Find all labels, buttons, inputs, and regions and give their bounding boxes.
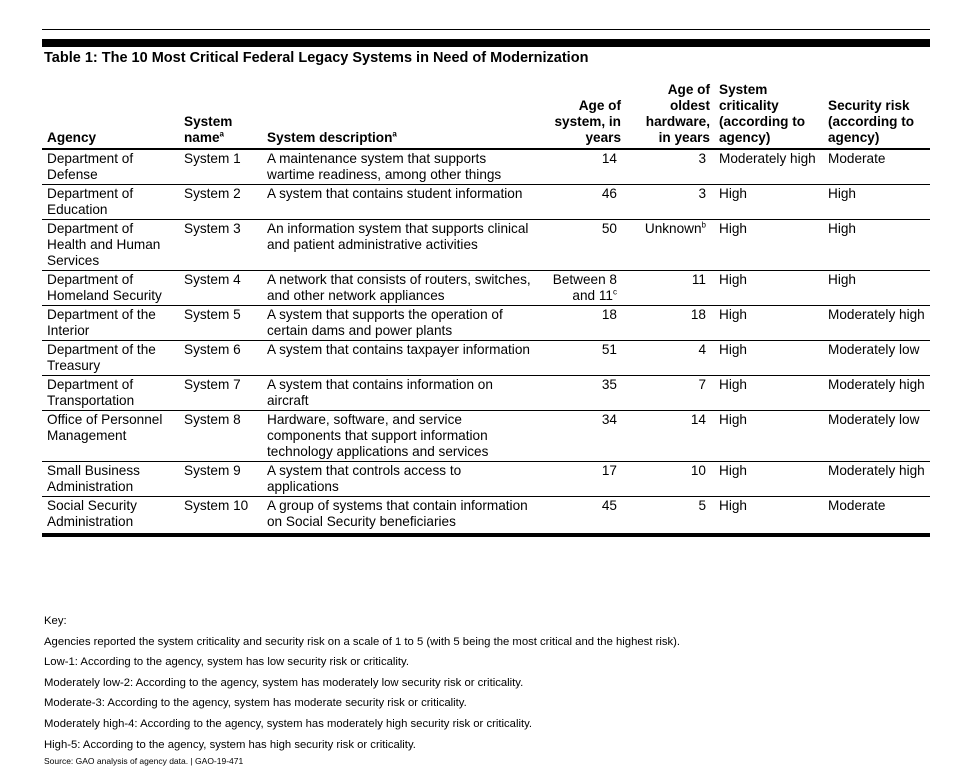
cell-agency: Department of Homeland Security xyxy=(42,271,179,306)
cell-system-name: System 4 xyxy=(179,271,262,306)
cell-agency: Department of the Treasury xyxy=(42,341,179,376)
cell-system-criticality: High xyxy=(714,411,823,462)
key-line: High-5: According to the agency, system has high security risk or criticality. xyxy=(44,738,416,751)
cell-age-of-system: 18 xyxy=(536,306,625,341)
table-row xyxy=(42,220,930,271)
cell-system-description: A system that contains taxpayer information xyxy=(262,341,536,376)
cell-security-risk: Moderately low xyxy=(823,341,930,376)
cell-system-name: System 6 xyxy=(179,341,262,376)
table-row xyxy=(42,497,930,536)
cell-system-name: System 8 xyxy=(179,411,262,462)
key-line: Agencies reported the system criticality and security risk on a scale of 1 to 5 (with 5 being the most critical and the highest risk). xyxy=(44,635,681,648)
table-row xyxy=(42,376,930,411)
cell-age-of-hardware: 3 xyxy=(625,149,714,185)
cell-system-name: System 5 xyxy=(179,306,262,341)
table-key xyxy=(44,611,680,767)
key-line: Moderate-3: According to the agency, system has moderate security risk or criticality. xyxy=(44,697,467,710)
table-row xyxy=(42,149,930,185)
cell-security-risk: Moderately high xyxy=(823,462,930,497)
key-line: Moderately high-4: According to the agency, system has moderately high security risk or criticality. xyxy=(44,717,533,730)
table-row xyxy=(42,411,930,462)
legacy-systems-table xyxy=(42,82,930,537)
cell-age-of-system: 17 xyxy=(536,462,625,497)
cell-age-of-system: 51 xyxy=(536,341,625,376)
cell-security-risk: High xyxy=(823,220,930,271)
cell-system-criticality: High xyxy=(714,306,823,341)
cell-age-of-system: 50 xyxy=(536,220,625,271)
cell-age-of-system: 45 xyxy=(536,497,625,536)
footnote-marker: b xyxy=(701,220,706,230)
cell-system-name: System 3 xyxy=(179,220,262,271)
table-row xyxy=(42,462,930,497)
cell-age-of-system: 46 xyxy=(536,185,625,220)
header-agency: Agency xyxy=(42,82,179,149)
cell-security-risk: High xyxy=(823,185,930,220)
source-note: Source: GAO analysis of agency data. | GAO-19-471 xyxy=(44,756,244,767)
table-row xyxy=(42,185,930,220)
cell-security-risk: Moderate xyxy=(823,149,930,185)
cell-system-description: A system that controls access to applications xyxy=(262,462,536,497)
header-system-description: System description$^a$ xyxy=(262,82,536,149)
top-thick-rule xyxy=(42,39,930,47)
cell-security-risk: Moderate xyxy=(823,497,930,536)
cell-age-of-hardware: 5 xyxy=(625,497,714,536)
cell-age-of-hardware: 18 xyxy=(625,306,714,341)
cell-system-criticality: High xyxy=(714,271,823,306)
cell-age-of-hardware: 3 xyxy=(625,185,714,220)
cell-agency: Department of the Interior xyxy=(42,306,179,341)
cell-age-of-hardware: 4 xyxy=(625,341,714,376)
cell-agency: Department of Defense xyxy=(42,149,179,185)
footnote-marker: c xyxy=(613,287,617,297)
cell-security-risk: Moderately high xyxy=(823,376,930,411)
table-header-row xyxy=(42,82,930,149)
cell-age-of-hardware: 10 xyxy=(625,462,714,497)
table-title: Table 1: The 10 Most Critical Federal Legacy Systems in Need of Modernization xyxy=(44,50,589,66)
cell-agency: Department of Education xyxy=(42,185,179,220)
cell-system-name: System 9 xyxy=(179,462,262,497)
cell-age-of-hardware: Unknown$^b$ xyxy=(625,220,714,271)
cell-system-criticality: High xyxy=(714,185,823,220)
cell-system-description: A system that supports the operation of certain dams and power plants xyxy=(262,306,536,341)
cell-system-criticality: High xyxy=(714,462,823,497)
cell-agency: Department of Transportation xyxy=(42,376,179,411)
top-thin-rule xyxy=(42,29,930,30)
cell-agency: Department of Health and Human Services xyxy=(42,220,179,271)
cell-system-name: System 7 xyxy=(179,376,262,411)
cell-system-criticality: High xyxy=(714,220,823,271)
cell-system-criticality: Moderately high xyxy=(714,149,823,185)
cell-system-description: An information system that supports clinical and patient administrative activities xyxy=(262,220,536,271)
header-system-criticality: System criticality (according to agency) xyxy=(714,82,823,149)
header-age-of-system: Age of system, in years xyxy=(536,82,625,149)
cell-system-description: A group of systems that contain information on Social Security beneficiaries xyxy=(262,497,536,536)
cell-age-of-system: 35 xyxy=(536,376,625,411)
header-security-risk: Security risk (according to agency) xyxy=(823,82,930,149)
cell-system-description: A network that consists of routers, switches, and other network appliances xyxy=(262,271,536,306)
cell-system-criticality: High xyxy=(714,376,823,411)
cell-security-risk: High xyxy=(823,271,930,306)
key-line: Low-1: According to the agency, system has low security risk or criticality. xyxy=(44,656,409,669)
cell-security-risk: Moderately low xyxy=(823,411,930,462)
cell-system-name: System 10 xyxy=(179,497,262,536)
table-row xyxy=(42,306,930,341)
cell-age-of-hardware: 14 xyxy=(625,411,714,462)
table-row xyxy=(42,341,930,376)
cell-security-risk: Moderately high xyxy=(823,306,930,341)
footnote-marker: a xyxy=(219,129,224,139)
header-system-name: System name$^a$ xyxy=(179,82,262,149)
header-age-of-hardware: Age of oldest hardware, in years xyxy=(625,82,714,149)
cell-age-of-system: Between 8 and 11$^c$ xyxy=(536,271,625,306)
cell-age-of-hardware: 7 xyxy=(625,376,714,411)
cell-agency: Office of Personnel Management xyxy=(42,411,179,462)
cell-system-name: System 1 xyxy=(179,149,262,185)
cell-system-criticality: High xyxy=(714,341,823,376)
cell-age-of-system: 34 xyxy=(536,411,625,462)
cell-agency: Social Security Administration xyxy=(42,497,179,536)
cell-system-description: A maintenance system that supports wartime readiness, among other things xyxy=(262,149,536,185)
cell-system-criticality: High xyxy=(714,497,823,536)
footnote-marker: a xyxy=(392,129,397,139)
cell-age-of-hardware: 11 xyxy=(625,271,714,306)
cell-agency: Small Business Administration xyxy=(42,462,179,497)
cell-system-description: A system that contains student information xyxy=(262,185,536,220)
cell-system-description: A system that contains information on aircraft xyxy=(262,376,536,411)
cell-system-name: System 2 xyxy=(179,185,262,220)
table-row xyxy=(42,271,930,306)
key-line: Moderately low-2: According to the agency, system has moderately low security risk or criticality. xyxy=(44,676,524,689)
key-label: Key: xyxy=(44,615,67,627)
cell-age-of-system: 14 xyxy=(536,149,625,185)
cell-system-description: Hardware, software, and service components that support information technology applications and services xyxy=(262,411,536,462)
